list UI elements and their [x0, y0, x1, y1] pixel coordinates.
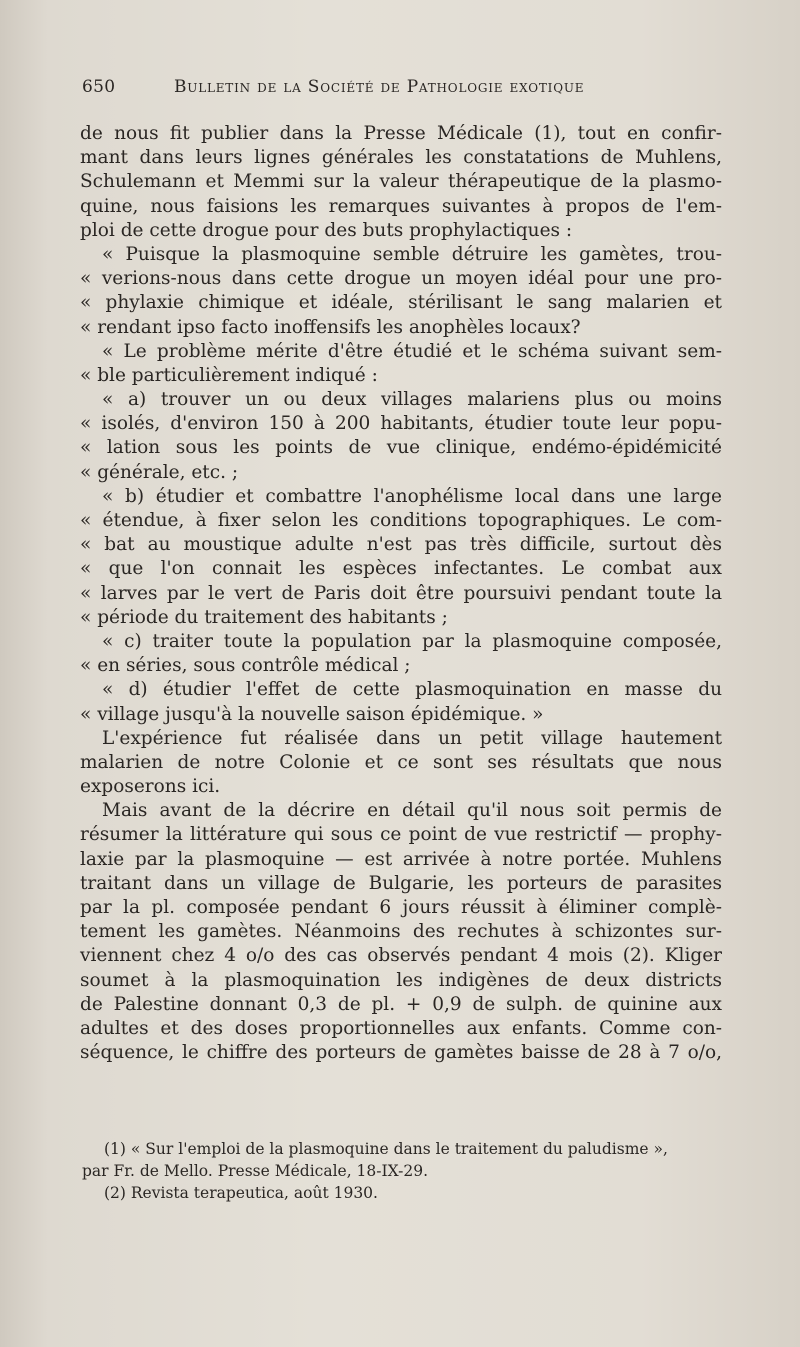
- footnote-line: (2) Revista terapeutica, août 1930.: [104, 1184, 378, 1202]
- body-text: [80, 122, 722, 1065]
- text-line: Mais avant de la décrire en détail qu'il nous soit permis de: [102, 800, 722, 822]
- text-line: « phylaxie chimique et idéale, stérilisant le sang malarien et: [80, 292, 722, 314]
- text-line: quine, nous faisions les remarques suivantes à propos de l'em-: [80, 195, 722, 217]
- text-line: exposerons ici.: [80, 776, 221, 798]
- text-line: « d) étudier l'effet de cette plasmoquination en masse du: [102, 679, 722, 701]
- text-line: « en séries, sous contrôle médical ;: [80, 655, 411, 677]
- text-line: traitant dans un village de Bulgarie, les porteurs de parasites: [80, 872, 722, 894]
- text-line: « a) trouver un ou deux villages malariens plus ou moins: [102, 389, 722, 411]
- text-line: L'expérience fut réalisée dans un petit village hautement: [102, 727, 722, 749]
- text-line: de Palestine donnant 0,3 de pl. + 0,9 de sulph. de quinine aux: [80, 993, 722, 1015]
- text-line: adultes et des doses proportionnelles aux enfants. Comme con-: [80, 1017, 722, 1039]
- text-line: « ble particulièrement indiqué :: [80, 364, 378, 386]
- text-line: tement les gamètes. Néanmoins des rechutes à schizontes sur-: [80, 921, 722, 943]
- text-line: « bat au moustique adulte n'est pas très difficile, surtout dès: [80, 534, 722, 556]
- footnote-line: par Fr. de Mello. Presse Médicale, 18-IX-29.: [82, 1162, 429, 1180]
- text-line: laxie par la plasmoquine — est arrivée à notre portée. Muhlens: [80, 848, 722, 870]
- text-line: « étendue, à fixer selon les conditions topographiques. Le com-: [80, 510, 722, 531]
- text-line: malarien de notre Colonie et ce sont ses résultats que nous: [80, 751, 722, 773]
- text-line: « rendant ipso facto inoffensifs les anophèles locaux?: [80, 316, 581, 338]
- text-line: soumet à la plasmoquination les indigènes de deux districts: [80, 969, 722, 991]
- running-title: Bulletin de la Société de Pathologie exotique: [174, 77, 585, 97]
- text-line: « lation sous les points de vue clinique, endémo-épidémicité: [80, 437, 722, 459]
- text-line: « c) traiter toute la population par la plasmoquine composée,: [102, 630, 722, 652]
- text-line: « Puisque la plasmoquine semble détruire les gamètes, trou-: [102, 243, 722, 265]
- text-line: « b) étudier et combattre l'anophélisme local dans une large: [102, 485, 722, 507]
- footnotes: [82, 1138, 722, 1204]
- text-line: « que l'on connait les espèces infectantes. Le combat aux: [80, 558, 722, 580]
- text-line: « verions-nous dans cette drogue un moyen idéal pour une pro-: [80, 268, 722, 290]
- text-line: mant dans leurs lignes générales les constatations de Muhlens,: [80, 147, 722, 169]
- footnote-line: (1) « Sur l'emploi de la plasmoquine dans le traitement du paludisme »,: [104, 1140, 668, 1158]
- text-line: par la pl. composée pendant 6 jours réussit à éliminer complè-: [80, 897, 722, 918]
- text-line: viennent chez 4 o/o des cas observés pendant 4 mois (2). Kliger: [80, 945, 722, 967]
- text-line: ploi de cette drogue pour des buts prophylactiques :: [80, 219, 573, 241]
- text-line: « période du traitement des habitants ;: [80, 606, 448, 628]
- text-line: « village jusqu'à la nouvelle saison épidémique. »: [80, 703, 544, 725]
- text-line: « larves par le vert de Paris doit être poursuivi pendant toute la: [80, 582, 722, 604]
- text-line: « Le problème mérite d'être étudié et le schéma suivant sem-: [102, 340, 722, 362]
- text-line: résumer la littérature qui sous ce point de vue restrictif — prophy-: [80, 824, 722, 846]
- page-header: [82, 77, 722, 103]
- text-line: de nous fit publier dans la Presse Médicale (1), tout en confir-: [80, 123, 722, 144]
- page-number: 650: [82, 77, 116, 97]
- text-line: Schulemann et Memmi sur la valeur thérapeutique de la plasmo-: [80, 171, 722, 193]
- text-line: « générale, etc. ;: [80, 461, 239, 483]
- text-line: « isolés, d'environ 150 à 200 habitants, étudier toute leur popu-: [80, 413, 722, 435]
- text-line: séquence, le chiffre des porteurs de gamètes baisse de 28 à 7 o/o,: [80, 1042, 722, 1064]
